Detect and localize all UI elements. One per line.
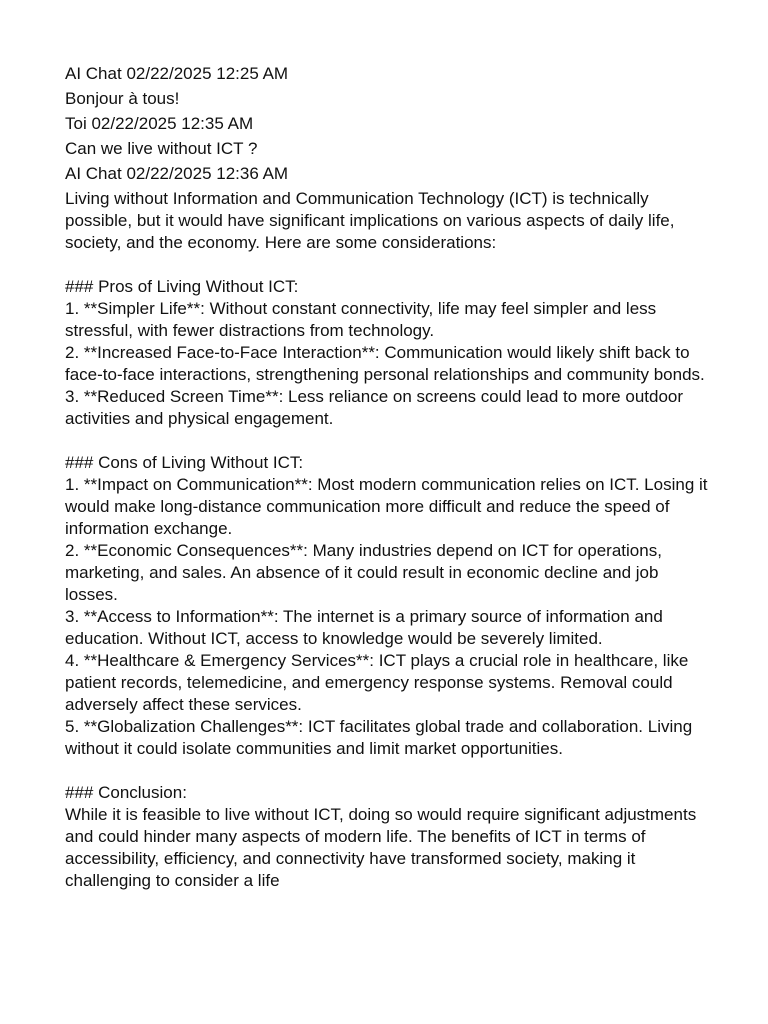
message-text: Can we live without ICT ? [65, 139, 258, 158]
message-header [65, 113, 715, 135]
message-header [65, 163, 715, 185]
chat-transcript [65, 63, 715, 892]
message-text: Living without Information and Communication Technology (ICT) is technically possible, but it would have significant implications on various aspects of daily life, society, and the economy. Here are some considerations: ### Pros of Living Without ICT: 1. **Simpler Life**: Without constant connectivity, life may feel simpler and less stressful, with fewer distractions from technology. 2. **Increased Face-to-Face Interaction**: Communication would likely shift back to face-to-face interactions, strengthening personal relationships and community bonds. 3. **Reduced Screen Time**: Less reliance on screens could lead to more outdoor activities and physical engagement. ### Cons of Living Without ICT: 1. **Impact on Communication**: Most modern communication relies on ICT. Losing it would make long-distance communication more difficult and reduce the speed of information exchange. 2. **Economic Consequences**: Many industries depend on ICT for operations, marketing, and sales. An absence of it could result in economic decline and job losses. 3. **Access to Information**: The internet is a primary source of information and education. Without ICT, access to knowledge would be severely limited. 4. **Healthcare & Emergency Services**: ICT plays a crucial role in healthcare, like patient records, telemedicine, and emergency response systems. Removal could adversely affect these services. 5. **Globalization Challenges**: ICT facilitates global trade and collaboration. Living without it could isolate communities and limit market opportunities. ### Conclusion: While it is feasible to live without ICT, doing so would require significant adjustments and could hinder many aspects of modern life. The benefits of ICT in terms of accessibility, efficiency, and connectivity have transformed society, making it challenging to consider a life [65, 189, 708, 890]
message-sender: AI Chat [65, 164, 122, 183]
message-header [65, 63, 715, 85]
message-sender: Toi [65, 114, 87, 133]
message-sender: AI Chat [65, 64, 122, 83]
message-timestamp: 02/22/2025 12:25 AM [126, 64, 289, 83]
message-text: Bonjour à tous! [65, 89, 180, 108]
message-timestamp: 02/22/2025 12:35 AM [91, 114, 254, 133]
message-timestamp: 02/22/2025 12:36 AM [126, 164, 289, 183]
